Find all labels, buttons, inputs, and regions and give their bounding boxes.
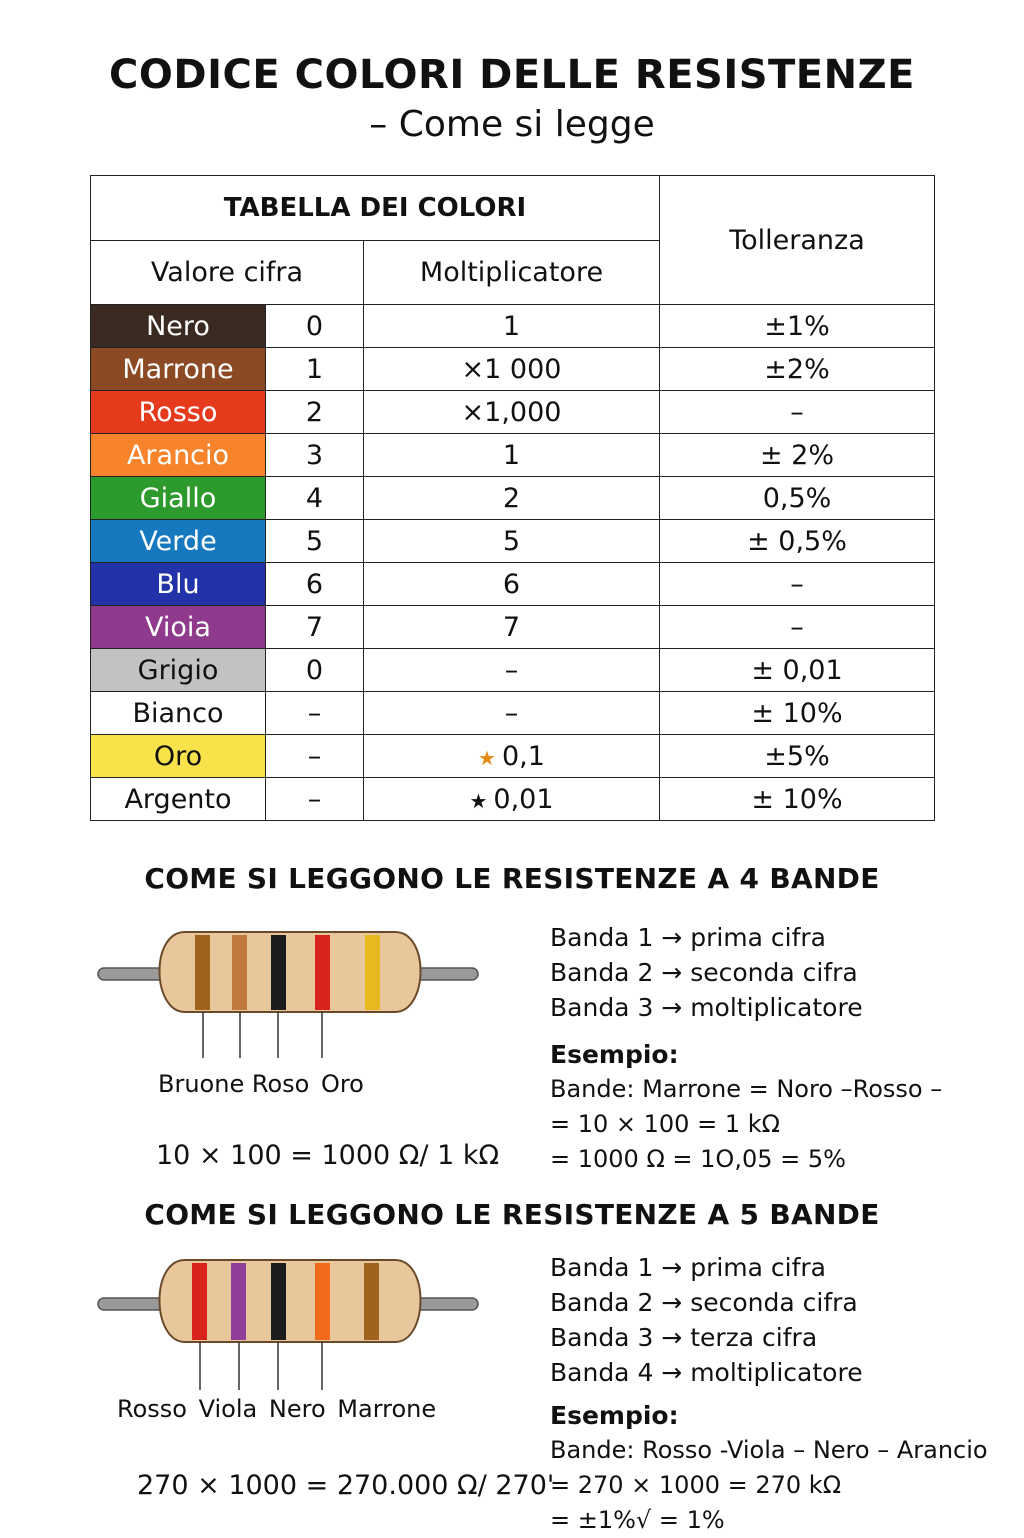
tolerance-value: – xyxy=(660,391,935,434)
tolerance-value: ± 0,01 xyxy=(660,649,935,692)
digit-value: 0 xyxy=(266,305,364,348)
example-label: Esempio: xyxy=(550,1040,679,1069)
band-label: Nero xyxy=(268,1395,326,1423)
five-band-labels xyxy=(117,1395,436,1423)
tolerance-value: ±2% xyxy=(660,348,935,391)
tolerance-value: 0,5% xyxy=(660,477,935,520)
color-rows xyxy=(91,305,935,821)
info-line: Banda 2 → seconda cifra xyxy=(550,1288,858,1317)
table-row xyxy=(91,391,935,434)
multiplier-value xyxy=(364,778,660,821)
color-name: Bianco xyxy=(91,692,266,735)
band-label: Viola xyxy=(198,1395,258,1423)
table-row xyxy=(91,692,935,735)
multiplier-value: 2 xyxy=(364,477,660,520)
digit-value: – xyxy=(266,735,364,778)
table-row xyxy=(91,305,935,348)
digit-value: – xyxy=(266,692,364,735)
four-band-labels xyxy=(158,1070,364,1098)
band-label: Rosso xyxy=(117,1395,187,1423)
table-row xyxy=(91,477,935,520)
tolerance-value: ± 2% xyxy=(660,434,935,477)
band-label: Roso xyxy=(251,1070,310,1098)
page-title: CODICE COLORI DELLE RESISTENZE xyxy=(109,52,915,98)
resistor-band xyxy=(315,935,330,1010)
tolerance-header: Tolleranza xyxy=(660,176,935,305)
digit-value: 5 xyxy=(266,520,364,563)
color-name: Marrone xyxy=(91,348,266,391)
info-line: Banda 3 → terza cifra xyxy=(550,1323,818,1352)
multiplier-text: 0,1 xyxy=(501,740,545,772)
tolerance-value: ± 10% xyxy=(660,692,935,735)
digit-value: 6 xyxy=(266,563,364,606)
four-band-formula: 10 × 100 = 1000 Ω/ 1 kΩ xyxy=(156,1140,500,1171)
four-band-resistor xyxy=(90,920,490,1070)
color-name: Oro xyxy=(91,735,266,778)
multiplier-value: – xyxy=(364,649,660,692)
color-name: Blu xyxy=(91,563,266,606)
color-name: Verde xyxy=(91,520,266,563)
info-line: Banda 3 → moltiplicatore xyxy=(550,993,863,1022)
example-line: Bande: Rosso -Viola – Nero – Arancio xyxy=(550,1436,988,1464)
resistor-band xyxy=(231,1263,246,1340)
table-row xyxy=(91,434,935,477)
multiplier-value: 1 xyxy=(364,305,660,348)
multiplier-value: ×1,000 xyxy=(364,391,660,434)
resistor-band xyxy=(365,935,380,1010)
tolerance-value: – xyxy=(660,563,935,606)
example-line: Bande: Marrone = Noro –Rosso – xyxy=(550,1075,943,1103)
color-name: Rosso xyxy=(91,391,266,434)
multiplier-value: 7 xyxy=(364,606,660,649)
page-subtitle: – Come si legge xyxy=(369,104,655,145)
digit-value: 1 xyxy=(266,348,364,391)
table-row xyxy=(91,649,935,692)
color-name: Argento xyxy=(91,778,266,821)
tolerance-value: ± 10% xyxy=(660,778,935,821)
five-band-info xyxy=(550,1250,988,1538)
resistor-band xyxy=(271,1263,286,1340)
table-row xyxy=(91,606,935,649)
tolerance-value: ±5% xyxy=(660,735,935,778)
digit-value: 2 xyxy=(266,391,364,434)
table-row xyxy=(91,735,935,778)
band-label: Oro xyxy=(320,1070,364,1098)
resistor-band xyxy=(195,935,210,1010)
resistor-band xyxy=(271,935,286,1010)
multiplier-text: 0,01 xyxy=(493,783,554,815)
star-icon: ★ xyxy=(478,745,496,770)
table-row xyxy=(91,348,935,391)
example-label: Esempio: xyxy=(550,1401,679,1430)
value-header: Valore cifra xyxy=(91,241,364,305)
multiplier-value xyxy=(364,735,660,778)
color-table xyxy=(90,175,935,821)
star-icon: ★ xyxy=(469,788,488,813)
example-line: = ±1%√ = 1% xyxy=(550,1506,725,1534)
example-line: = 270 × 1000 = 270 kΩ xyxy=(550,1471,842,1499)
digit-value: 7 xyxy=(266,606,364,649)
resistor-band xyxy=(232,935,247,1010)
band-label: Bruone xyxy=(158,1070,245,1098)
resistor-band xyxy=(192,1263,207,1340)
info-line: Banda 1 → prima cifra xyxy=(550,923,827,952)
tolerance-value: ± 0,5% xyxy=(660,520,935,563)
table-row xyxy=(91,520,935,563)
table-row xyxy=(91,563,935,606)
band-label: Marrone xyxy=(337,1395,437,1423)
color-name: Vioia xyxy=(91,606,266,649)
digit-value: 3 xyxy=(266,434,364,477)
info-line: Banda 2 → seconda cifra xyxy=(550,958,858,987)
info-line: Banda 4 → moltiplicatore xyxy=(550,1358,863,1387)
info-line: Banda 1 → prima cifra xyxy=(550,1253,827,1282)
color-name: Grigio xyxy=(91,649,266,692)
five-band-title: COME SI LEGGONO LE RESISTENZE A 5 BANDE xyxy=(144,1198,880,1231)
multiplier-value: 5 xyxy=(364,520,660,563)
resistor-band xyxy=(315,1263,330,1340)
multiplier-header: Moltiplicatore xyxy=(364,241,660,305)
five-band-formula: 270 × 1000 = 270.000 Ω/ 270' xyxy=(137,1470,555,1501)
tolerance-value: – xyxy=(660,606,935,649)
table-row xyxy=(91,778,935,821)
example-line: = 1000 Ω = 1O,05 = 5% xyxy=(550,1145,846,1173)
multiplier-value: 6 xyxy=(364,563,660,606)
multiplier-value: ×1 000 xyxy=(364,348,660,391)
digit-value: – xyxy=(266,778,364,821)
digit-value: 0 xyxy=(266,649,364,692)
multiplier-value: – xyxy=(364,692,660,735)
four-band-info xyxy=(550,920,942,1177)
digit-value: 4 xyxy=(266,477,364,520)
color-name: Giallo xyxy=(91,477,266,520)
five-band-resistor xyxy=(90,1250,490,1400)
tolerance-value: ±1% xyxy=(660,305,935,348)
resistor-band xyxy=(364,1263,379,1340)
color-name: Nero xyxy=(91,305,266,348)
multiplier-value: 1 xyxy=(364,434,660,477)
color-name: Arancio xyxy=(91,434,266,477)
four-band-title: COME SI LEGGONO LE RESISTENZE A 4 BANDE xyxy=(144,862,880,895)
table-main-header: TABELLA DEI COLORI xyxy=(91,176,660,241)
example-line: = 10 × 100 = 1 kΩ xyxy=(550,1110,780,1138)
